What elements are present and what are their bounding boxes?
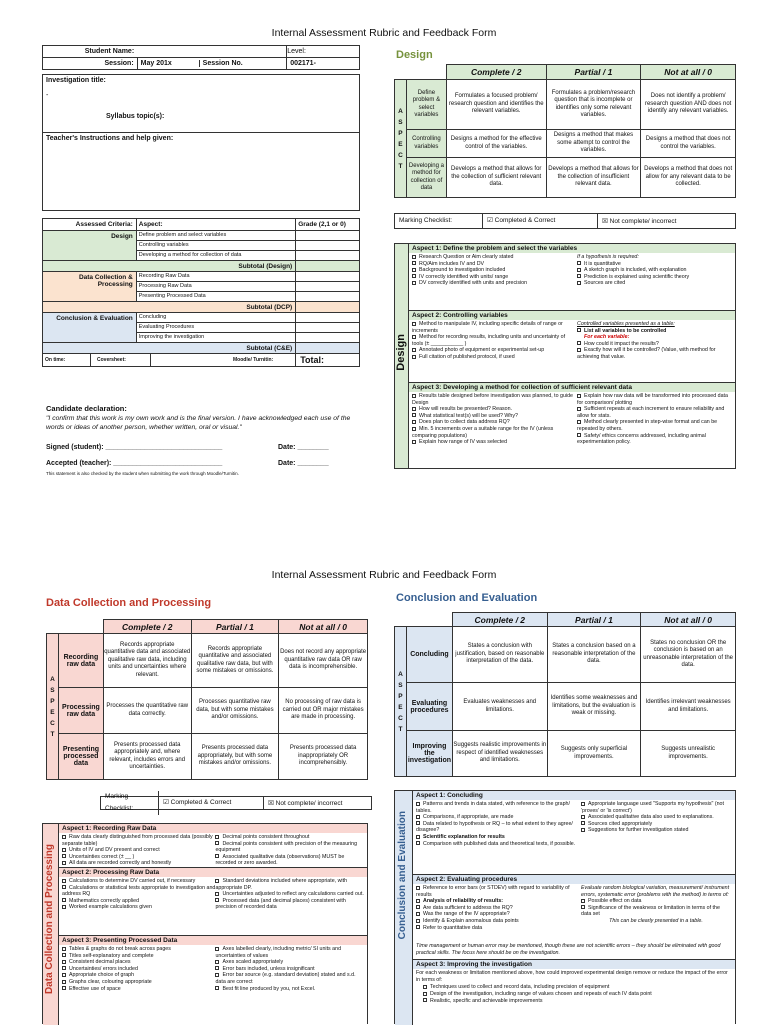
rubric-aspect: Concluding bbox=[406, 627, 452, 683]
aspect-letters: A S P E C T bbox=[47, 634, 59, 780]
check-item: Mathematics correctly applied bbox=[62, 898, 215, 905]
check-item: Does plan to collect data address RQ? bbox=[412, 419, 577, 426]
check-item: Results table designed before investigation was planned, to guide Design bbox=[412, 393, 574, 406]
rubric-partial: Suggests only superficial improvements. bbox=[547, 731, 641, 777]
rubric-aspect: Recording raw data bbox=[58, 634, 103, 688]
col-not: Not at all / 0 bbox=[279, 620, 368, 634]
criteria-item: Improving the investigation bbox=[136, 333, 295, 343]
check-item: Calculations or statistical tests appropriate to investigation and address RQ bbox=[62, 884, 216, 898]
check-icon: ☑ bbox=[487, 217, 493, 224]
check-note: For each variable: bbox=[584, 334, 630, 341]
aspect3-bar: Aspect 3: Presenting Processed Data bbox=[59, 935, 367, 945]
marking-correct: Completed & Correct bbox=[170, 799, 232, 806]
assessed-criteria-head: Assessed Criteria: bbox=[75, 221, 133, 228]
aspect-letters: A S P E C T bbox=[395, 627, 407, 777]
check-item: Data related to hypothesis or RQ – to what extent to they agree/ disagree? bbox=[416, 820, 573, 834]
checklist-side-label: Data Collection and Processing bbox=[44, 844, 55, 995]
check-item: Safety/ ethics concerns addressed, including animal experimentation policy. bbox=[577, 432, 706, 446]
signed-label[interactable]: Signed (student): ______________________________ bbox=[46, 444, 223, 451]
check-item: Comparisons, if appropriate, are made bbox=[416, 814, 581, 821]
investigation-table bbox=[42, 74, 360, 211]
check-item: RQ/Aim includes IV and DV bbox=[412, 261, 577, 268]
check-head: If a hypothesis is required: bbox=[577, 254, 639, 260]
subtotal-design: Subtotal (Design) bbox=[43, 261, 296, 272]
criteria-ce: Conclusion & Evaluation bbox=[56, 315, 133, 322]
check-item: IV correctly identified with units/ range bbox=[412, 274, 577, 281]
marking-label: Marking Checklist: bbox=[101, 791, 159, 815]
check-item: Patterns and trends in data stated, with reference to the graph/ tables. bbox=[416, 801, 570, 814]
criteria-dcp: Data Collection & Processing bbox=[78, 274, 133, 288]
check-item: Raw data clearly distinguished from processed data (possibly separate table) bbox=[62, 834, 213, 847]
session-value: May 201x bbox=[140, 60, 172, 67]
check-item: Significance of the weakness or limitation in terms of the data set bbox=[581, 904, 720, 918]
check-item: Sources cited appropriately bbox=[581, 821, 731, 828]
rubric-aspect: Define problem & select variables bbox=[406, 80, 446, 130]
check-item: Tables & graphs do not break across pages bbox=[62, 946, 215, 953]
rubric-complete: States a conclusion with justification, based on reasonable interpretation of the data. bbox=[452, 627, 547, 683]
check-item: Method clearly presented in step-wise format and can be repeated by others. bbox=[577, 419, 718, 432]
check-item: Min. 5 increments over a suitable range for the IV (unless comparing populations) bbox=[412, 425, 554, 439]
check-item: Error bar source (e.g. standard deviation) stated and s.d. data are correct bbox=[215, 972, 356, 985]
check-item: How could it impact the results? bbox=[577, 341, 732, 348]
coversheet-label: Coversheet: bbox=[91, 354, 151, 366]
grade-cell[interactable] bbox=[296, 333, 360, 343]
rubric-partial: Identifies some weaknesses and limitations, but the evaluation is weak or missing. bbox=[547, 683, 641, 731]
check-item: All data are recorded correctly and honestly bbox=[62, 860, 215, 867]
date-label[interactable]: Date: ________ bbox=[278, 460, 329, 467]
aspect3-bar: Aspect 3: Improving the investigation bbox=[413, 959, 735, 969]
criteria-item: Presenting Processed Data bbox=[136, 292, 295, 302]
grade-cell[interactable] bbox=[296, 231, 360, 241]
instructions-label: Teacher's Instructions and help given: bbox=[46, 135, 174, 142]
session-no-label: Session No. bbox=[202, 60, 243, 67]
page1-title: Internal Assessment Rubric and Feedback Form bbox=[271, 27, 497, 39]
check-item: Decimal points consistent throughout bbox=[215, 834, 364, 841]
aspect3-bar: Aspect 3: Developing a method for collection of sufficient relevant data bbox=[409, 382, 735, 392]
grade-cell[interactable] bbox=[296, 313, 360, 323]
subtotal-ce: Subtotal (C&E) bbox=[43, 343, 296, 354]
rubric-not: Suggests unrealistic improvements. bbox=[641, 731, 736, 777]
grade-cell[interactable] bbox=[296, 343, 360, 354]
marking-checklist bbox=[100, 793, 372, 812]
aspect-head: Aspect: bbox=[138, 221, 163, 228]
check-item: Scientific explanation for results bbox=[416, 834, 581, 841]
rubric-complete: Processes the quantitative raw data correctly. bbox=[103, 688, 191, 734]
col-complete: Complete / 2 bbox=[446, 65, 546, 80]
check-item: Method for recording results, including units and uncertainty of tools (± ___________ ) bbox=[412, 334, 566, 347]
checklist-side-label: Conclusion and Evaluation bbox=[397, 811, 408, 940]
criteria-item: Evaluating Procedures bbox=[136, 323, 295, 333]
rubric-partial: Designs a method that makes some attempt to control the variables. bbox=[546, 130, 641, 158]
check-item: Research Question or Aim clearly stated bbox=[412, 254, 577, 261]
declaration-note: This statement is also checked by the student when submitting the work through Moodle/Turnitin. bbox=[46, 471, 239, 476]
check-item: Graphs clear, colouring appropriate bbox=[62, 979, 215, 986]
ce-checklist bbox=[394, 790, 736, 1024]
investigation-label: Investigation title: bbox=[46, 77, 106, 84]
check-head: Controlled variables presented as a table: bbox=[577, 321, 675, 327]
marking-incorrect: Not complete/ incorrect bbox=[609, 218, 677, 225]
rubric-partial: Records appropriate quantitative and associated qualitative raw data, but with some mistakes or omissions. bbox=[191, 634, 279, 688]
aspect1-bar: Aspect 1: Recording Raw Data bbox=[59, 824, 367, 833]
accepted-label[interactable]: Accepted (teacher): ____________________________ bbox=[46, 460, 223, 467]
check-item: DV correctly identified with units and precision bbox=[412, 280, 577, 287]
check-item: Uncertainties/ errors included bbox=[62, 966, 215, 973]
criteria-item: Define problem and select variables bbox=[136, 231, 295, 241]
check-item: Standard deviations included where appropriate, with appropriate DP. bbox=[215, 878, 348, 891]
aspect2-note: Time management or human error may be mentioned, though these are not scientific errors – they should be eliminated with good practical skills. The focus here should be on the investigation. bbox=[416, 943, 721, 956]
rubric-not: No processing of raw data is carried out OR major mistakes are made in processing. bbox=[279, 688, 368, 734]
check-item: A sketch graph is included, with explanation bbox=[577, 267, 732, 274]
check-item: Consistent decimal places bbox=[62, 959, 215, 966]
checklist-side-label: Design bbox=[395, 334, 407, 371]
check-item: Processed data (and decimal places) consistent with precision of recorded data bbox=[215, 897, 346, 911]
check-item: Worked example calculations given bbox=[62, 904, 215, 911]
on-time-label: On time: bbox=[43, 354, 91, 366]
col-complete: Complete / 2 bbox=[452, 613, 547, 627]
check-item: Titles self-explanatory and complete bbox=[62, 953, 215, 960]
rubric-not: Designs a method that does not control the variables. bbox=[641, 130, 736, 158]
check-item: Background to investigation included bbox=[412, 267, 577, 274]
aspect1-bar: Aspect 1: Concluding bbox=[413, 791, 735, 800]
marking-label: Marking Checklist: bbox=[395, 214, 483, 228]
rubric-aspect: Controlling variables bbox=[406, 130, 446, 158]
check-item: Axes scaled appropriately bbox=[215, 959, 364, 966]
check-item: Best fit line produced by you, not Excel. bbox=[215, 986, 364, 993]
marking-correct: Completed & Correct bbox=[494, 217, 556, 224]
check-item: Associated qualitative data also used to explanations. bbox=[581, 814, 731, 821]
rubric-aspect: Presenting processed data bbox=[58, 734, 103, 780]
check-item: Uncertainties adjusted to reflect any calculations carried out. bbox=[215, 891, 364, 898]
cross-box-icon: ☒ bbox=[602, 218, 608, 225]
col-partial: Partial / 1 bbox=[546, 65, 641, 80]
check-item: Analysis of reliability of results: bbox=[416, 898, 581, 905]
rubric-complete: Evaluates weaknesses and limitations. bbox=[452, 683, 547, 731]
marking-incorrect: Not complete/ incorrect bbox=[275, 800, 343, 807]
criteria-design: Design bbox=[111, 233, 133, 240]
check-item: It is quantitative bbox=[577, 261, 732, 268]
grade-cell[interactable] bbox=[296, 323, 360, 333]
student-info-table bbox=[42, 45, 360, 70]
check-item: Associated qualitative data (observations) MUST be recorded or zero awarded. bbox=[215, 853, 345, 867]
rubric-not: Identifies irrelevant weaknesses and limitations. bbox=[641, 683, 736, 731]
rubric-not: Develops a method that does not allow for any relevant data to be collected. bbox=[641, 158, 736, 198]
grade-head: Grade (2,1 or 0) bbox=[298, 221, 346, 228]
criteria-item: Controlling variables bbox=[136, 241, 295, 251]
rubric-complete: Designs a method for the effective control of the variables. bbox=[446, 130, 546, 158]
marking-checklist bbox=[394, 213, 736, 229]
check-item: Decimal points consistent with precision of the measuring equipment bbox=[215, 840, 358, 854]
declaration-text: "I confirm that this work is my own work and is the final version. I have acknowledged each use of the words or ideas of another person, whether written, oral or visual." bbox=[46, 415, 351, 431]
rubric-partial: Presents processed data appropriately, but with some mistakes and/or omissions. bbox=[191, 734, 279, 780]
check-item: List all variables to be controlled bbox=[577, 328, 732, 335]
grade-cell[interactable] bbox=[296, 302, 360, 313]
grade-cell[interactable] bbox=[296, 272, 360, 282]
check-item: Identify & Explain anomalous data points bbox=[416, 918, 581, 925]
check-item: Appropriate choice of graph bbox=[62, 972, 215, 979]
criteria-item: Developing a method for collection of data bbox=[136, 251, 295, 261]
check-item: Units of IV and DV present and correct bbox=[62, 847, 215, 854]
rubric-complete: Develops a method that allows for the collection of sufficient relevant data. bbox=[446, 158, 546, 198]
cross-box-icon: ☒ bbox=[268, 800, 274, 807]
check-item: Possible effect on data bbox=[581, 898, 731, 905]
col-not: Not at all / 0 bbox=[641, 65, 736, 80]
check-item: Method to manipulate IV, including specific details of range or increments bbox=[412, 321, 563, 334]
check-item: Suggestions for further investigation stated bbox=[581, 827, 731, 834]
check-icon: ☑ bbox=[163, 799, 169, 806]
check-item: What statistical test(s) will be used? Why? bbox=[412, 413, 577, 420]
rubric-partial: States a conclusion based on a reasonable interpretation of the data. bbox=[547, 627, 641, 683]
check-item: Are data sufficient to address the RQ? bbox=[416, 905, 581, 912]
student-name-label: Student Name: bbox=[84, 48, 135, 55]
declaration bbox=[46, 404, 361, 476]
check-item: Sources are cited bbox=[577, 280, 732, 287]
check-item: Prediction is explained using scientific theory bbox=[577, 274, 732, 281]
rubric-complete: Presents processed data appropriately and, where relevant, includes errors and uncertainties. bbox=[103, 734, 191, 780]
aspect2-bar: Aspect 2: Processing Raw Data bbox=[59, 867, 367, 877]
rubric-complete: Formulates a focused problem/ research question and identifies the relevant variables. bbox=[446, 80, 546, 130]
grade-cell[interactable] bbox=[296, 292, 360, 302]
aspect-letters: A S P E C T bbox=[395, 80, 407, 198]
rubric-not: Does not record any appropriate quantitative raw data OR raw data is incomprehensible. bbox=[279, 634, 368, 688]
rubric-not: Presents processed data inappropriately OR incomprehensibly. bbox=[279, 734, 368, 780]
session-label: Session: bbox=[104, 60, 134, 67]
check-item: Effective use of space bbox=[62, 986, 215, 993]
investigation-value[interactable]: - bbox=[46, 92, 49, 99]
check-item: Axes labelled clearly, including metric/ SI units and uncertainties of values bbox=[215, 946, 342, 959]
check-item: Explain how range of IV was selected bbox=[412, 439, 577, 446]
rubric-partial: Formulates a problem/research question that is incomplete or identifies only some relevant variables. bbox=[546, 80, 641, 130]
ce-heading: Conclusion and Evaluation bbox=[396, 592, 538, 604]
design-rubric bbox=[394, 64, 736, 198]
rubric-aspect: Improving the investigation bbox=[406, 731, 452, 777]
moodle-label: Moodle/ Turnitin: bbox=[233, 357, 274, 363]
grade-cell[interactable] bbox=[296, 241, 360, 251]
total-label: Total: bbox=[296, 354, 360, 367]
student-name-field[interactable] bbox=[137, 46, 287, 58]
aspect2-bar: Aspect 2: Controlling variables bbox=[409, 310, 735, 320]
check-item: Sufficient repeats at each increment to ensure reliability and allow for stats. bbox=[577, 406, 725, 419]
design-heading: Design bbox=[396, 49, 433, 61]
criteria-item: Processing Raw Data bbox=[136, 282, 295, 292]
check-item: How will results be presented? Reason. bbox=[412, 406, 577, 413]
check-item: Full citation of published protocol, if used bbox=[412, 354, 577, 361]
check-item: Realistic, specific and achievable improvements bbox=[423, 998, 732, 1005]
grade-cell[interactable] bbox=[296, 251, 360, 261]
check-item: Uncertainties correct (± __ ) bbox=[62, 854, 215, 861]
check-item: Calculations to determine DV carried out, if necessary bbox=[62, 878, 215, 885]
check-item: Exactly how will it be controlled? (Value, with method for achieving that value. bbox=[577, 347, 716, 360]
criteria-item: Concluding bbox=[136, 313, 295, 323]
rubric-aspect: Processing raw data bbox=[58, 688, 103, 734]
grade-cell[interactable] bbox=[296, 282, 360, 292]
design-checklist bbox=[394, 243, 736, 469]
check-item: Comparison with published data and theoretical texts, if possible. bbox=[416, 841, 581, 848]
check-item: Error bars included, unless insignificant bbox=[215, 966, 364, 973]
aspect1-bar: Aspect 1: Define the problem and select the variables bbox=[409, 244, 735, 253]
session-no-value: 002171- bbox=[290, 60, 316, 67]
rubric-complete: Suggests realistic improvements in respect of identified weaknesses and limitations. bbox=[452, 731, 547, 777]
col-partial: Partial / 1 bbox=[547, 613, 641, 627]
level-label: Level: bbox=[287, 48, 306, 55]
rubric-complete: Records appropriate quantitative data and associated qualitative raw data, including units and uncertainties where relevant. bbox=[103, 634, 191, 688]
page2-title: Internal Assessment Rubric and Feedback Form bbox=[271, 569, 497, 581]
syllabus-label: Syllabus topic(s): bbox=[106, 113, 165, 120]
check-item: Was the range of the IV appropriate? bbox=[416, 911, 581, 918]
dcp-heading: Data Collection and Processing bbox=[46, 597, 212, 609]
rubric-aspect: Evaluating procedures bbox=[406, 683, 452, 731]
check-note: This can be clearly presented in a table. bbox=[609, 917, 703, 924]
check-item: Techniques used to collect and record data, including precision of equipment bbox=[423, 984, 732, 991]
check-item: Design of the investigation, including range of values chosen and repeats of each IV data point bbox=[423, 991, 732, 998]
rubric-partial: Processes quantitative raw data, but with some mistakes and/or omissions. bbox=[191, 688, 279, 734]
criteria-item: Recording Raw Data bbox=[136, 272, 295, 282]
check-item: Explain how raw data will be transformed into processed data for comparison/ plotting bbox=[577, 393, 728, 406]
aspect2-bar: Aspect 2: Evaluating procedures bbox=[413, 874, 735, 884]
rubric-aspect: Developing a method for collection of data bbox=[406, 158, 446, 198]
rubric-partial: Develops a method that allows for the collection of insufficient relevant data. bbox=[546, 158, 641, 198]
check-item: Appropriate language used "Supports my hypothesis" (not 'proves' or 'is correct') bbox=[581, 801, 724, 814]
check-item: Annotated photo of equipment or experimental set-up bbox=[412, 347, 577, 354]
subtotal-dcp: Subtotal (DCP) bbox=[43, 302, 296, 313]
declaration-heading: Candidate declaration: bbox=[46, 404, 127, 413]
check-item: Reference to error bars (or STDEV) with regard to variability of results bbox=[416, 885, 570, 898]
aspect3-intro: For each weakness or limitation mentioned above, how could improved experimental design remove or reduce the impact of the error in terms of: bbox=[416, 970, 728, 983]
criteria-table bbox=[42, 218, 360, 367]
dcp-rubric bbox=[46, 619, 368, 780]
rubric-not: Does not identify a problem/ research question AND does not identify any relevant variables. bbox=[641, 80, 736, 130]
rubric-not: States no conclusion OR the conclusion is based on an unreasonable interpretation of the data. bbox=[641, 627, 736, 683]
dcp-checklist bbox=[42, 823, 368, 1024]
grade-cell[interactable] bbox=[296, 261, 360, 272]
check-head: Evaluate random biological variation, measurement/ instrument errors, systematic error (problems with the method) in terms of: bbox=[581, 885, 730, 898]
col-partial: Partial / 1 bbox=[191, 620, 279, 634]
col-complete: Complete / 2 bbox=[103, 620, 191, 634]
check-item: Refer to quantitative data bbox=[416, 925, 581, 932]
ce-rubric bbox=[394, 612, 736, 777]
col-not: Not at all / 0 bbox=[641, 613, 736, 627]
date-label[interactable]: Date: ________ bbox=[278, 444, 329, 451]
